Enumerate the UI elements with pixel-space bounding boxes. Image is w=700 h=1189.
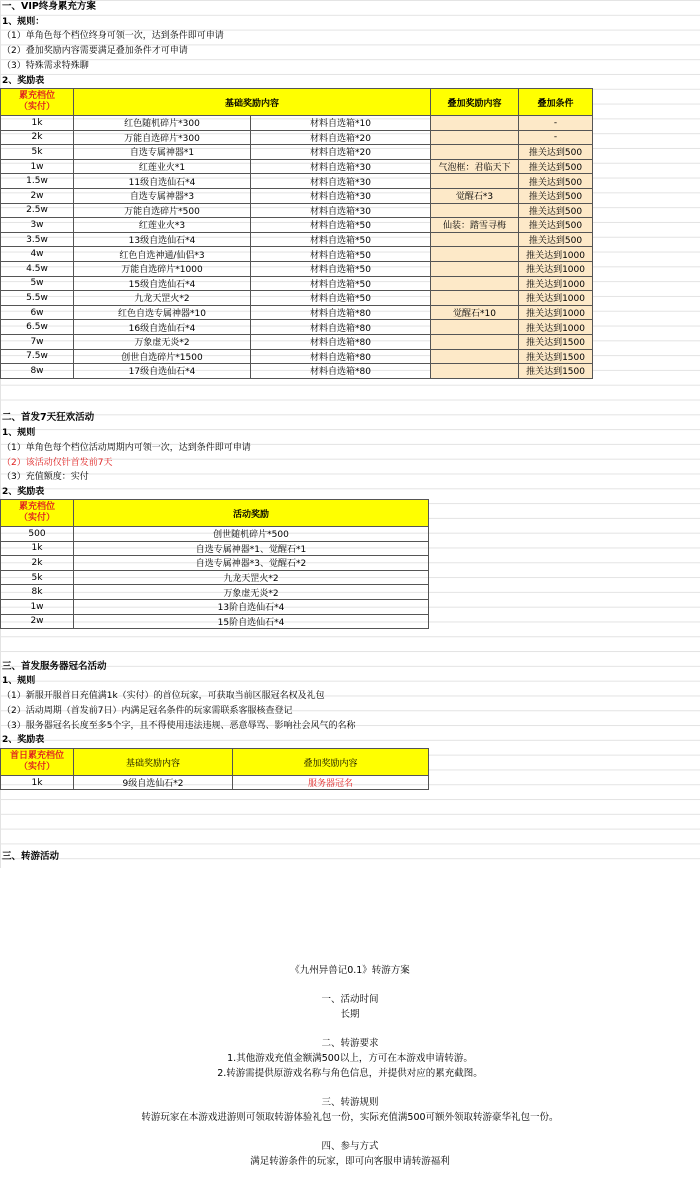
material-reward-cell: 材料自选箱*80: [251, 364, 431, 379]
table-row: [1, 218, 593, 233]
doc-section4-heading: 四、参与方式: [321, 1141, 379, 1152]
base-reward-cell: 11级自选仙石*4: [74, 174, 251, 189]
server-naming-reward-table: [0, 748, 429, 790]
vip-reward-table: [0, 88, 593, 379]
material-reward-cell: 材料自选箱*50: [251, 232, 431, 247]
material-reward-cell: 材料自选箱*50: [251, 261, 431, 276]
table-row: [1, 614, 429, 629]
doc-section3-line1: 转游玩家在本游戏进游则可领取转游体验礼包一份，实际充值满500可额外领取转游豪华礼包一份。: [141, 1112, 559, 1123]
base-reward-cell: 自选专属神器*3: [74, 188, 251, 203]
tier-cell: 7.5w: [1, 349, 74, 364]
table-row: [1, 232, 593, 247]
header-base-reward: 基础奖励内容: [74, 749, 233, 776]
section2-table-title: 2、奖励表: [2, 487, 45, 497]
bonus-condition-cell: 推关达到500: [519, 203, 593, 218]
table-row: [1, 188, 593, 203]
tier-cell: 8k: [1, 585, 74, 600]
tier-cell: 5w: [1, 276, 74, 291]
bonus-reward-cell: [431, 276, 519, 291]
base-reward-cell: 万象虚无炎*2: [74, 334, 251, 349]
section3-rule-1: （1）新服开服首日充值满1k（实付）的首位玩家，可获取当前区服冠名权及礼包: [2, 691, 325, 701]
bonus-condition-cell: 推关达到1000: [519, 247, 593, 262]
table-row: [1, 130, 593, 145]
bonus-reward-cell: [431, 203, 519, 218]
header-tier-label: 累充档位 （实付）: [18, 91, 55, 112]
tier-cell: 4.5w: [1, 261, 74, 276]
tier-cell: 6w: [1, 305, 74, 320]
activity-reward-cell: 万象虚无炎*2: [74, 585, 429, 600]
section1-rules-title: 1、规则：: [2, 17, 45, 27]
bonus-reward-cell: [431, 116, 519, 131]
tier-cell: 1w: [1, 599, 74, 614]
header-activity-reward: 活动奖励: [74, 500, 429, 527]
bonus-reward-cell: [431, 174, 519, 189]
base-reward-cell: 15级自选仙石*4: [74, 276, 251, 291]
bonus-condition-cell: -: [519, 130, 593, 145]
tier-cell: 2k: [1, 130, 74, 145]
table-row: [1, 203, 593, 218]
table-row: [1, 276, 593, 291]
table-row: [1, 556, 429, 571]
bonus-condition-cell: 推关达到1000: [519, 291, 593, 306]
tier-cell: 3.5w: [1, 232, 74, 247]
section2-rules-title: 1、规则: [2, 428, 36, 438]
base-reward-cell: 万能自选碎片*300: [74, 130, 251, 145]
base-reward-cell: 红色自选神通/仙侣*3: [74, 247, 251, 262]
base-reward-cell: 万能自选碎片*1000: [74, 261, 251, 276]
base-reward-cell: 万能自选碎片*500: [74, 203, 251, 218]
tier-cell: 2.5w: [1, 203, 74, 218]
bonus-condition-cell: 推关达到1000: [519, 320, 593, 335]
section2-rule-1: （1）单角色每个档位活动周期内可领一次，达到条件即可申请: [2, 443, 251, 453]
tier-cell: 3w: [1, 218, 74, 233]
base-reward-cell: 九龙天罡火*2: [74, 291, 251, 306]
material-reward-cell: 材料自选箱*30: [251, 174, 431, 189]
bonus-condition-cell: -: [519, 116, 593, 131]
activity-reward-cell: 九龙天罡火*2: [74, 570, 429, 585]
section3-title: 三、首发服务器冠名活动: [2, 661, 107, 672]
bonus-condition-cell: 推关达到500: [519, 188, 593, 203]
base-reward-cell: 自选专属神器*1: [74, 145, 251, 160]
section3-table-title: 2、奖励表: [2, 735, 45, 745]
bonus-condition-cell: 推关达到1500: [519, 334, 593, 349]
material-reward-cell: 材料自选箱*30: [251, 159, 431, 174]
material-reward-cell: 材料自选箱*50: [251, 276, 431, 291]
bonus-reward-cell: 服务器冠名: [233, 776, 429, 790]
table-row: [1, 145, 593, 160]
table-row: [1, 116, 593, 131]
activity-reward-cell: 自选专属神器*3、觉醒石*2: [74, 556, 429, 571]
bonus-reward-cell: 觉醒石*3: [431, 188, 519, 203]
bonus-condition-cell: 推关达到500: [519, 218, 593, 233]
table-row: [1, 599, 429, 614]
material-reward-cell: 材料自选箱*50: [251, 291, 431, 306]
tier-cell: 5k: [1, 145, 74, 160]
section1-title: 一、VIP终身累充方案: [2, 1, 96, 12]
activity-reward-cell: 13阶自选仙石*4: [74, 599, 429, 614]
bonus-reward-cell: 气泡框：君临天下: [431, 159, 519, 174]
base-reward-cell: 17级自选仙石*4: [74, 364, 251, 379]
table-row: [1, 527, 429, 542]
doc-section1-heading: 一、活动时间: [321, 994, 379, 1005]
activity-reward-cell: 创世随机碎片*500: [74, 527, 429, 542]
section3-rule-3: （3）服务器冠名长度至多5个字，且不得使用违法违规、恶意辱骂、影响社会风气的名称: [2, 721, 356, 731]
tier-cell: 5.5w: [1, 291, 74, 306]
bonus-condition-cell: 推关达到500: [519, 159, 593, 174]
base-reward-cell: 13级自选仙石*4: [74, 232, 251, 247]
header-tier: [1, 749, 74, 776]
bonus-reward-cell: [431, 334, 519, 349]
tier-cell: 5k: [1, 570, 74, 585]
section2-rule-3: （3）充值额度：实付: [2, 472, 89, 482]
table-row: [1, 174, 593, 189]
tier-cell: 500: [1, 527, 74, 542]
table-row: [1, 364, 593, 379]
section3-rules-title: 1、规则: [2, 676, 36, 686]
bonus-condition-cell: 推关达到500: [519, 174, 593, 189]
table-row: [1, 349, 593, 364]
bonus-condition-cell: 推关达到500: [519, 145, 593, 160]
base-reward-cell: 红莲业火*1: [74, 159, 251, 174]
table-row: [1, 305, 593, 320]
bonus-condition-cell: 推关达到1000: [519, 261, 593, 276]
material-reward-cell: 材料自选箱*80: [251, 349, 431, 364]
section2-title: 二、首发7天狂欢活动: [2, 412, 95, 423]
table-row: [1, 541, 429, 556]
bonus-reward-cell: [431, 247, 519, 262]
header-tier-label: 累充档位 （实付）: [18, 502, 55, 523]
bonus-reward-cell: [431, 320, 519, 335]
bonus-reward-cell: [431, 364, 519, 379]
bonus-condition-cell: 推关达到500: [519, 232, 593, 247]
section1-rule-2: （2）叠加奖励内容需要满足叠加条件才可申请: [2, 46, 188, 56]
material-reward-cell: 材料自选箱*50: [251, 247, 431, 262]
base-reward-cell: 红莲业火*3: [74, 218, 251, 233]
tier-cell: 1.5w: [1, 174, 74, 189]
tier-cell: 2w: [1, 188, 74, 203]
header-bonus-condition: 叠加条件: [519, 89, 593, 116]
doc-section3-heading: 三、转游规则: [321, 1097, 379, 1108]
base-reward-cell: 红色自选专属神器*10: [74, 305, 251, 320]
bonus-reward-cell: [431, 130, 519, 145]
bonus-condition-cell: 推关达到1500: [519, 349, 593, 364]
doc-section2-line1: 1.其他游戏充值金额满500以上，方可在本游戏申请转游。: [227, 1053, 473, 1064]
doc-section4-line1: 满足转游条件的玩家，即可向客服申请转游福利: [250, 1156, 450, 1167]
doc-section2-line2: 2.转游需提供原游戏名称与角色信息，并提供对应的累充截图。: [217, 1068, 483, 1079]
table-row: [1, 570, 429, 585]
header-bonus-reward: 叠加奖励内容: [233, 749, 429, 776]
material-reward-cell: 材料自选箱*20: [251, 130, 431, 145]
section3-rule-2: （2）活动周期（首发前7日）内满足冠名条件的玩家需联系客服核查登记: [2, 706, 293, 716]
doc-section2-heading: 二、转游要求: [321, 1038, 379, 1049]
tier-cell: 6.5w: [1, 320, 74, 335]
material-reward-cell: 材料自选箱*20: [251, 145, 431, 160]
table-row: [1, 261, 593, 276]
section2-rule-2: （2）该活动仅针首发前7天: [2, 458, 113, 468]
header-tier-label: 首日累充档位 （实付）: [9, 751, 64, 772]
tier-cell: 1k: [1, 116, 74, 131]
tier-cell: 4w: [1, 247, 74, 262]
bonus-reward-cell: 仙装：踏雪寻梅: [431, 218, 519, 233]
bonus-reward-cell: [431, 232, 519, 247]
table-row: [1, 334, 593, 349]
section1-table-title: 2、奖励表: [2, 76, 45, 86]
section1-rule-3: （3）特殊需求特殊聊: [2, 61, 89, 71]
table-row: [1, 159, 593, 174]
doc-title: 《九州异兽记0.1》转游方案: [290, 965, 410, 976]
material-reward-cell: 材料自选箱*80: [251, 334, 431, 349]
section1-rule-1: （1）单角色每个档位终身可领一次，达到条件即可申请: [2, 31, 224, 41]
tier-cell: 1w: [1, 159, 74, 174]
bonus-reward-cell: 觉醒石*10: [431, 305, 519, 320]
activity-reward-cell: 15阶自选仙石*4: [74, 614, 429, 629]
bonus-reward-cell: [431, 349, 519, 364]
tier-cell: 2k: [1, 556, 74, 571]
bonus-reward-cell: [431, 291, 519, 306]
table-row: [1, 247, 593, 262]
first-week-reward-table: [0, 499, 429, 629]
bonus-condition-cell: 推关达到1000: [519, 276, 593, 291]
tier-cell: 7w: [1, 334, 74, 349]
tier-cell: 1k: [1, 776, 74, 790]
material-reward-cell: 材料自选箱*50: [251, 218, 431, 233]
tier-cell: 1k: [1, 541, 74, 556]
material-reward-cell: 材料自选箱*80: [251, 320, 431, 335]
doc-section1-line1: 长期: [340, 1009, 360, 1020]
base-reward-cell: 16级自选仙石*4: [74, 320, 251, 335]
section4-title: 三、转游活动: [2, 851, 60, 862]
material-reward-cell: 材料自选箱*30: [251, 188, 431, 203]
base-reward-cell: 创世自选碎片*1500: [74, 349, 251, 364]
material-reward-cell: 材料自选箱*10: [251, 116, 431, 131]
header-bonus-reward: 叠加奖励内容: [431, 89, 519, 116]
tier-cell: 8w: [1, 364, 74, 379]
table-row: [1, 585, 429, 600]
header-base-reward: 基础奖励内容: [74, 89, 431, 116]
bonus-condition-cell: 推关达到1500: [519, 364, 593, 379]
header-tier: [1, 500, 74, 527]
bonus-condition-cell: 推关达到1000: [519, 305, 593, 320]
bonus-reward-cell: [431, 145, 519, 160]
activity-reward-cell: 自选专属神器*1、觉醒石*1: [74, 541, 429, 556]
header-tier: [1, 89, 74, 116]
material-reward-cell: 材料自选箱*30: [251, 203, 431, 218]
base-reward-cell: 9级自选仙石*2: [74, 776, 233, 790]
material-reward-cell: 材料自选箱*80: [251, 305, 431, 320]
bonus-reward-cell: [431, 261, 519, 276]
table-row: [1, 320, 593, 335]
base-reward-cell: 红色随机碎片*300: [74, 116, 251, 131]
tier-cell: 2w: [1, 614, 74, 629]
table-row: [1, 291, 593, 306]
